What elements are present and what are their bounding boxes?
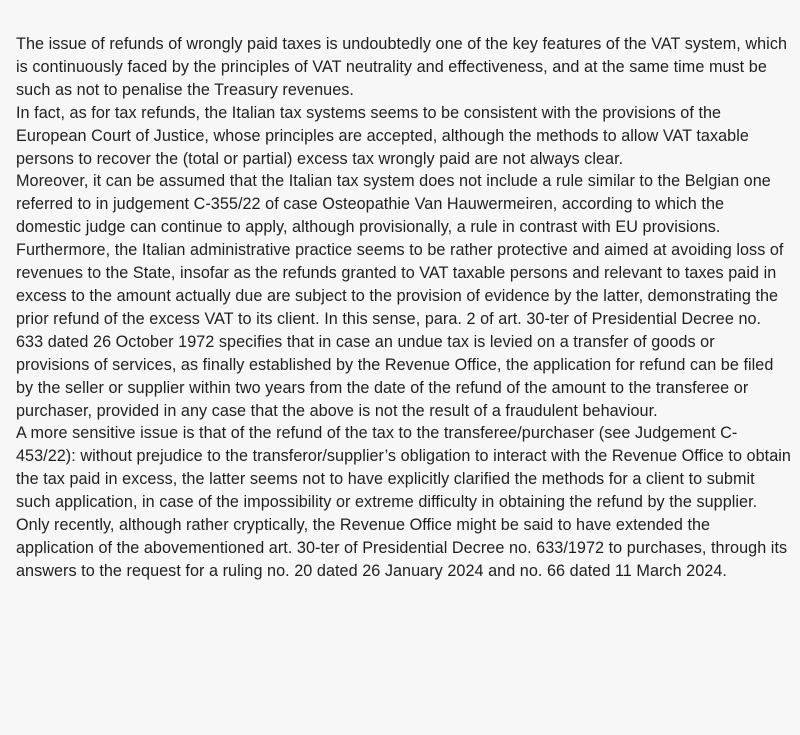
paragraph-administrative-practice: Furthermore, the Italian administrative practice seems to be rather protective and aimed at avoiding loss of revenues to the State, insofar as the refunds granted to VAT taxable persons and relevant to taxes paid in excess to the amount actually due are subject to the provision of evidence by the latter, demonstrating the prior refund of the excess VAT to its client. In this sense, para. 2 of art. 30-ter of Presidential Decree no. 633 dated 26 October 1972 specifies that in case an undue tax is levied on a transfer of goods or provisions of services, as finally established by the Revenue Office, the application for refund can be filed by the seller or supplier within two years from the date of the refund of the amount to the transferee or purchaser, provided in any case that the above is not the result of a fraudulent behaviour. <box>16 241 784 420</box>
paragraph-vat-refund-issue: The issue of refunds of wrongly paid taxes is undoubtedly one of the key features of the VAT system, which is continuously faced by the principles of VAT neutrality and effectiveness, and at the same time must be such as not to penalise the Treasury revenues. <box>16 35 788 99</box>
article-body <box>16 33 792 583</box>
paragraph-transferee-refund: A more sensitive issue is that of the refund of the tax to the transferee/purchaser (see Judgement C-453/22): without prejudice to the transferor/supplier’s obligation to interact with the Revenue Office to obtain the tax paid in excess, the latter seems not to have explicitly clarified the methods for a client to submit such application, in case of the impossibility or extreme difficulty in obtaining the refund by the supplier. <box>16 424 791 512</box>
paragraph-italian-tax-consistency: In fact, as for tax refunds, the Italian tax systems seems to be consistent with the provisions of the European Court of Justice, whose principles are accepted, although the methods to allow VAT taxable persons to recover the (total or partial) excess tax wrongly paid are not always clear. <box>16 103 749 168</box>
paragraph-belgian-rule-comparison: Moreover, it can be assumed that the Italian tax system does not include a rule similar to the Belgian one referred to in judgement C-355/22 of case Osteopathie Van Hauwermeiren, according to which the domestic judge can continue to apply, although provisionally, a rule in contrast with EU provisions. <box>16 172 771 237</box>
paragraph-recent-rulings: Only recently, although rather cryptically, the Revenue Office might be said to have extended the application of the abovementioned art. 30-ter of Presidential Decree no. 633/1972 to purchases, through its answers to the request for a ruling no. 20 dated 26 January 2024 and no. 66 dated 11 March 2024. <box>16 516 788 580</box>
